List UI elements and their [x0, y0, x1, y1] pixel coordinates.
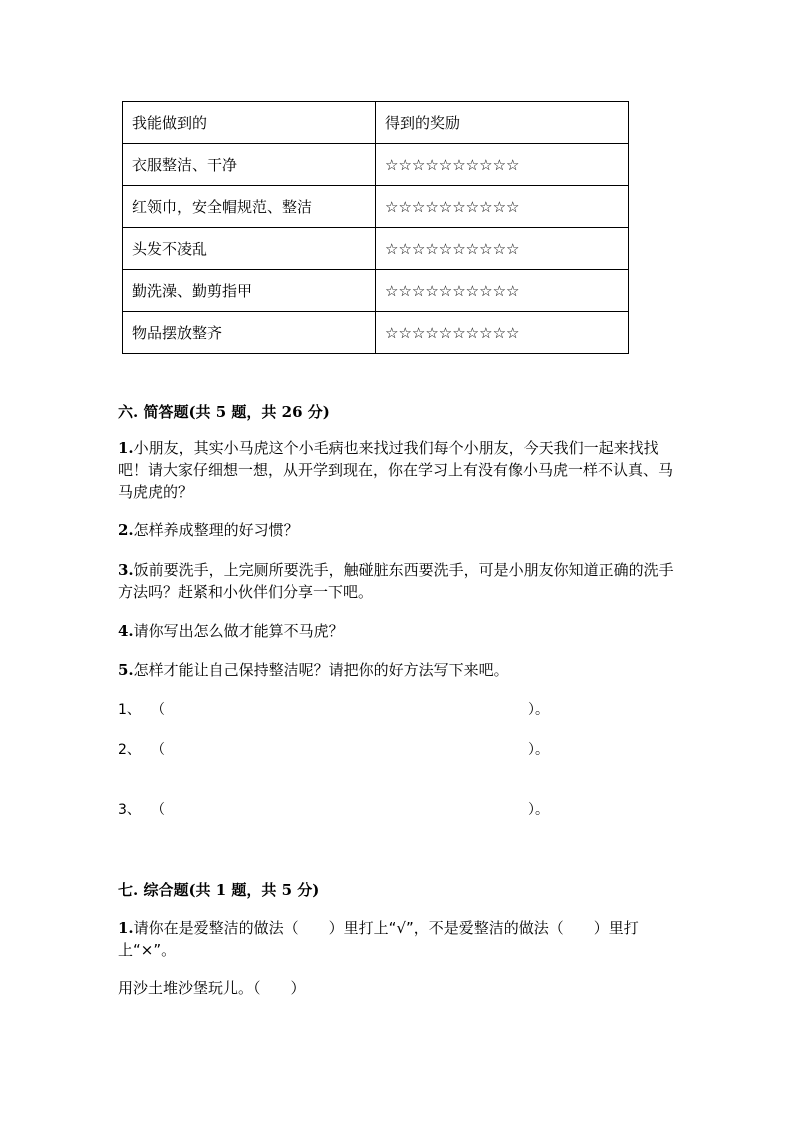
table-cell-item: 物品摆放整齐 — [123, 312, 376, 354]
table-cell-item: 头发不凌乱 — [123, 228, 376, 270]
table-cell-stars: ☆☆☆☆☆☆☆☆☆☆ — [376, 270, 629, 312]
question-number: 2. — [118, 521, 134, 539]
section-7-title: 七. 综合题(共 1 题，共 5 分) — [118, 881, 320, 899]
blank-open-paren: （ — [151, 702, 165, 718]
question-number: 4. — [118, 622, 134, 640]
blank-number: 1、 — [118, 702, 141, 718]
table-cell-stars: ☆☆☆☆☆☆☆☆☆☆ — [376, 144, 629, 186]
blank-close-paren: ）。 — [528, 742, 549, 758]
blank-open-paren: （ — [151, 802, 165, 818]
question-1 — [118, 437, 678, 503]
question-number: 1. — [118, 439, 134, 457]
table-row — [123, 228, 629, 270]
question-text: 请你写出怎么做才能算不马虎？ — [133, 622, 344, 640]
section-6-title: 六. 简答题(共 5 题，共 26 分) — [118, 403, 330, 421]
table-cell-stars: ☆☆☆☆☆☆☆☆☆☆ — [376, 186, 629, 228]
question-4 — [118, 620, 678, 642]
question-number: 5. — [118, 661, 134, 679]
question-5 — [118, 659, 678, 681]
blank-close-paren: ）。 — [528, 702, 549, 718]
question-text: 怎样才能让自己保持整洁呢？请把你的好方法写下来吧。 — [133, 661, 509, 679]
judgement-item: 用沙土堆沙堡玩儿。（ ） — [118, 979, 306, 997]
blank-close-paren: ）。 — [528, 802, 549, 818]
question-7-1 — [118, 917, 678, 961]
question-text: 饭前要洗手，上完厕所要洗手，触碰脏东西要洗手，可是小朋友你知道正确的洗手方法吗？赶紧和小伙伴们分享一下吧。 — [118, 561, 674, 601]
table-row — [123, 186, 629, 228]
question-number: 1. — [118, 919, 134, 937]
question-3 — [118, 559, 678, 603]
question-text: 请你在是爱整洁的做法（ ）里打上“√”，不是爱整洁的做法（ ）里打上“×”。 — [118, 919, 639, 959]
table-row — [123, 144, 629, 186]
question-text: 小朋友，其实小马虎这个小毛病也来找过我们每个小朋友，今天我们一起来找找吧！请大家仔细想一想，从开学到现在，你在学习上有没有像小马虎一样不认真、马马虎虎的？ — [118, 439, 674, 501]
table-header-row — [123, 102, 629, 144]
table-cell-stars: ☆☆☆☆☆☆☆☆☆☆ — [376, 228, 629, 270]
table-row — [123, 270, 629, 312]
question-text: 怎样养成整理的好习惯？ — [133, 521, 299, 539]
table-cell-item: 衣服整洁、干净 — [123, 144, 376, 186]
blank-number: 2、 — [118, 742, 141, 758]
question-number: 3. — [118, 561, 134, 579]
table-cell-stars: ☆☆☆☆☆☆☆☆☆☆ — [376, 312, 629, 354]
table-cell-item: 红领巾，安全帽规范、整洁 — [123, 186, 376, 228]
table-header-cell: 得到的奖励 — [376, 102, 629, 144]
question-2 — [118, 519, 678, 541]
blank-open-paren: （ — [151, 742, 165, 758]
table-header-cell: 我能做到的 — [123, 102, 376, 144]
table-row — [123, 312, 629, 354]
reward-table — [122, 101, 629, 354]
table-cell-item: 勤洗澡、勤剪指甲 — [123, 270, 376, 312]
blank-number: 3、 — [118, 802, 141, 818]
